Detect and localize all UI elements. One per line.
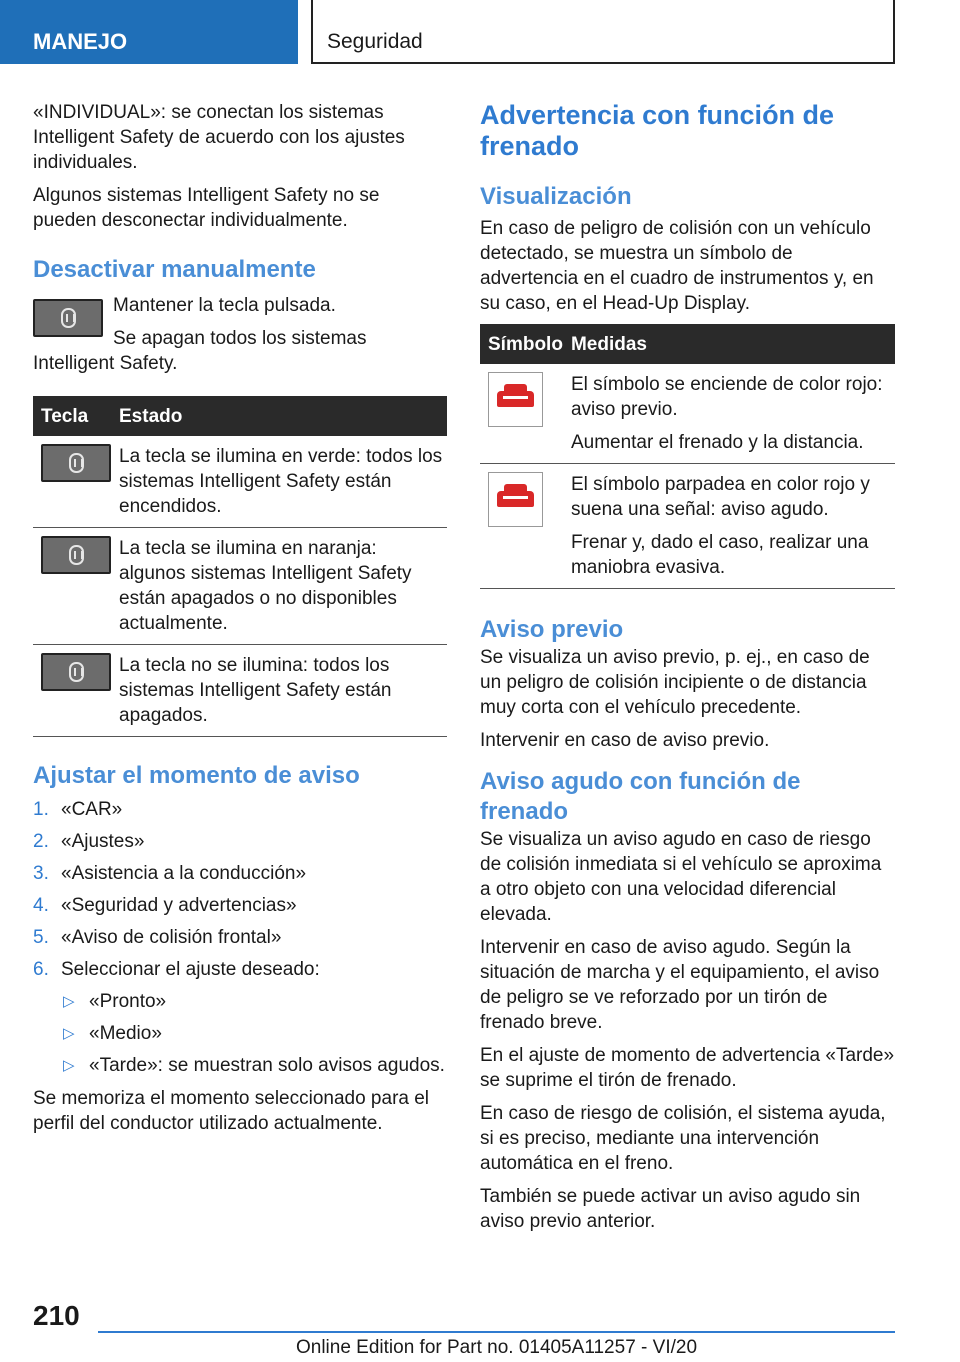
table-header-tecla: Tecla bbox=[33, 396, 111, 436]
triangle-bullet-icon: ▷ bbox=[63, 993, 75, 1010]
table-cell: El símbolo se enciende de color rojo: aviso previo. Aumentar el frenado y la distancia. bbox=[563, 364, 895, 464]
heading-ajustar: Ajustar el momento de aviso bbox=[33, 762, 360, 789]
paragraph: En el ajuste de momento de advertencia «Tarde» se suprime el tirón de frenado. bbox=[480, 1045, 895, 1091]
triangle-bullet-icon: ▷ bbox=[63, 1057, 75, 1074]
table-cell: La tecla se ilumina en naranja: algunos sistemas Intelligent Safety están apagados o no disponibles actualmente. bbox=[111, 528, 447, 645]
intelligent-safety-key-icon bbox=[41, 536, 111, 574]
key-status-table bbox=[33, 396, 447, 737]
table-row bbox=[480, 464, 895, 589]
section-tab: MANEJO bbox=[0, 0, 298, 64]
paragraph: En caso de peligro de colisión con un vehículo detectado, se muestra un símbolo de advertencia en el cuadro de instrumentos y, en su caso, en el Head-Up Display. bbox=[480, 218, 874, 314]
triangle-bullet-icon: ▷ bbox=[63, 1025, 75, 1042]
paragraph: Se visualiza un aviso agudo en caso de riesgo de colisión inmediata si el vehículo se aproxima a otro objeto con una velocidad diferencial elevada. bbox=[480, 829, 882, 925]
paragraph: También se puede activar un aviso agudo sin aviso previo anterior. bbox=[480, 1186, 861, 1232]
paragraph: Se visualiza un aviso previo, p. ej., en caso de un peligro de colisión incipiente o de distancia muy corta con el vehículo precedente. bbox=[480, 647, 870, 718]
options-list bbox=[61, 989, 447, 1078]
paragraph: Mantener la tecla pulsada. bbox=[113, 295, 336, 316]
paragraph: En caso de riesgo de colisión, el sistema ayuda, si es preciso, mediante una intervención automática en el freno. bbox=[480, 1103, 886, 1174]
table-row bbox=[33, 645, 447, 737]
collision-warning-car-icon bbox=[488, 472, 543, 527]
table-cell: El símbolo parpadea en color rojo y suena una señal: aviso agudo. Frenar y, dado el caso, realizar una maniobra evasiva. bbox=[563, 464, 895, 589]
left-column bbox=[33, 100, 447, 1144]
paragraph: Intervenir en caso de aviso agudo. Según la situación de marcha y el equipamiento, el aviso de peligro se ve reforzado por un tirón de frenado breve. bbox=[480, 937, 880, 1033]
intelligent-safety-key-icon bbox=[41, 444, 111, 482]
paragraph: «INDIVIDUAL»: se conectan los sistemas Intelligent Safety de acuerdo con los ajustes individuales. bbox=[33, 102, 405, 173]
intelligent-safety-key-icon bbox=[33, 299, 103, 337]
heading-aviso-agudo: Aviso agudo con función de frenado bbox=[480, 768, 801, 825]
heading-desactivar: Desactivar manualmente bbox=[33, 256, 316, 283]
list-item: 5. «Aviso de colisión frontal» bbox=[33, 927, 282, 948]
paragraph: Se memoriza el momento seleccionado para el perfil del conductor utilizado actualmente. bbox=[33, 1088, 430, 1134]
intelligent-safety-key-icon bbox=[41, 653, 111, 691]
table-cell: La tecla se ilumina en verde: todos los sistemas Intelligent Safety están encendidos. bbox=[111, 436, 447, 528]
table-header-medidas: Medidas bbox=[563, 324, 895, 364]
heading-aviso-previo: Aviso previo bbox=[480, 616, 624, 643]
list-item: ▷ «Tarde»: se muestran solo avisos agudos. bbox=[63, 1055, 445, 1076]
steps-list bbox=[33, 797, 447, 1078]
list-item: 2. «Ajustes» bbox=[33, 831, 145, 852]
chapter-title: Seguridad bbox=[311, 0, 895, 64]
heading-visualizacion: Visualización bbox=[480, 183, 632, 210]
right-column bbox=[480, 100, 895, 1242]
collision-warning-car-icon bbox=[488, 372, 543, 427]
list-item: 4. «Seguridad y advertencias» bbox=[33, 895, 297, 916]
paragraph: Se apagan todos los sistemas Intelligent Safety. bbox=[33, 328, 367, 374]
table-header-estado: Estado bbox=[111, 396, 447, 436]
list-item: ▷ «Medio» bbox=[63, 1023, 162, 1044]
heading-advertencia: Advertencia con función de frenado bbox=[480, 100, 835, 161]
paragraph: Algunos sistemas Intelligent Safety no se pueden desconectar individualmente. bbox=[33, 185, 380, 231]
symbol-table bbox=[480, 324, 895, 589]
list-item: 6. Seleccionar el ajuste deseado: ▷ «Pronto» ▷ «Medio» ▷ «Tarde»: se muestran solo avisos agudos. bbox=[33, 957, 447, 1078]
table-cell: La tecla no se ilumina: todos los sistemas Intelligent Safety están apagados. bbox=[111, 645, 447, 737]
table-row bbox=[33, 528, 447, 645]
table-row bbox=[480, 364, 895, 464]
list-item: 3. «Asistencia a la conducción» bbox=[33, 863, 307, 884]
table-row bbox=[33, 436, 447, 528]
list-item: 1. «CAR» bbox=[33, 799, 123, 820]
page-number: 210 bbox=[33, 1300, 80, 1331]
key-instruction bbox=[33, 293, 447, 376]
footer-edition: Online Edition for Part no. 01405A11257 - VI/20 bbox=[98, 1331, 895, 1359]
list-item: ▷ «Pronto» bbox=[63, 991, 167, 1012]
paragraph: Intervenir en caso de aviso previo. bbox=[480, 730, 770, 751]
table-header-simbolo: Símbolo bbox=[480, 324, 563, 364]
